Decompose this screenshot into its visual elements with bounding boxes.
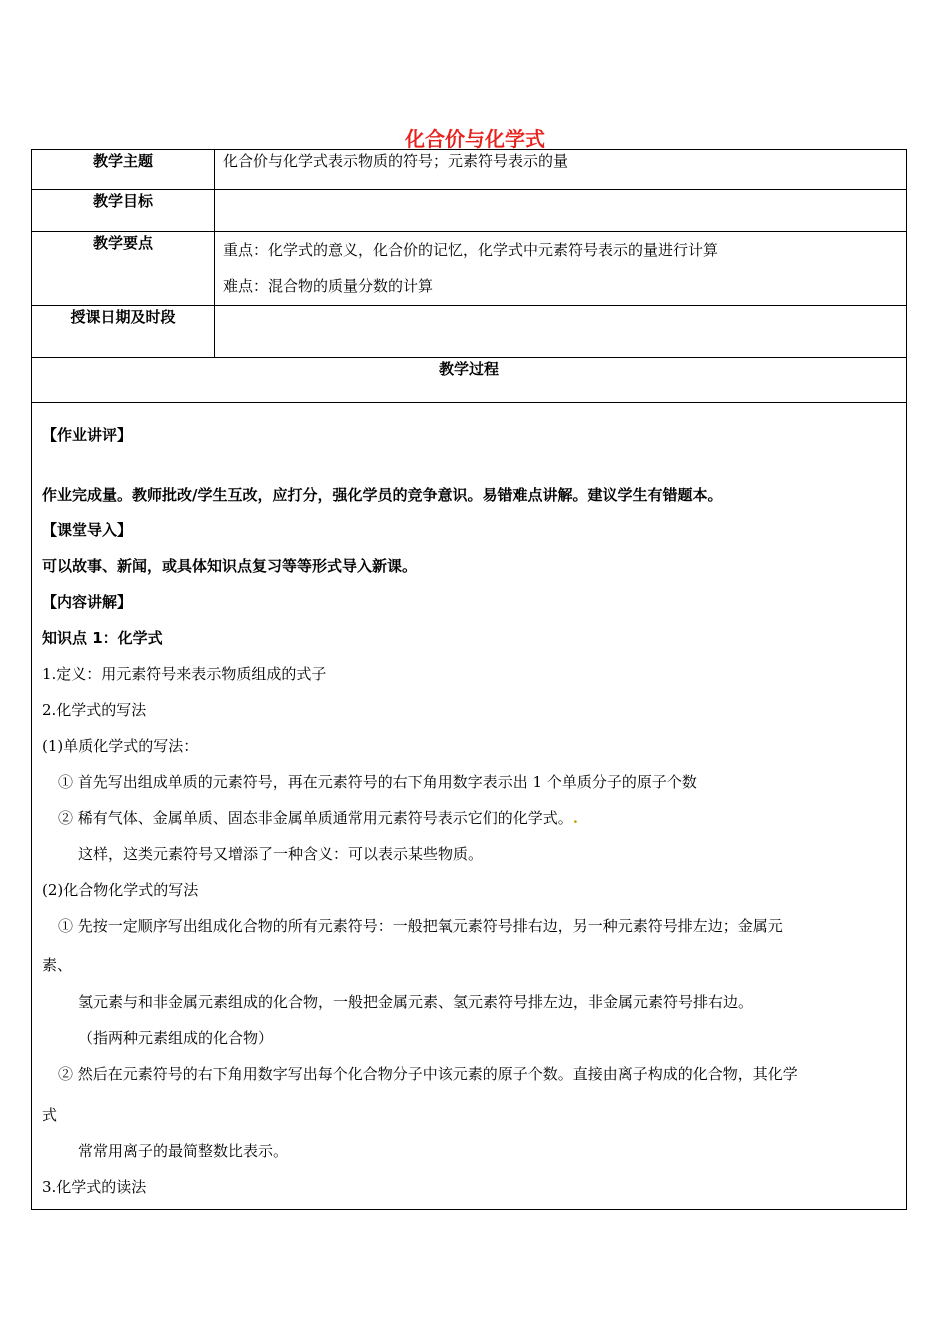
compound-rule-2-wrap: 式 xyxy=(42,1106,58,1124)
row-topic xyxy=(32,150,907,190)
row-date xyxy=(32,306,907,358)
key-point-focus: 重点：化学式的意义，化合价的记忆，化学式中元素符号表示的量进行计算 xyxy=(223,241,719,259)
section-intro-heading: 【课堂导入】 xyxy=(42,521,133,539)
marker-dot: . xyxy=(572,809,579,827)
row-goal xyxy=(32,190,907,232)
element-formula-heading: (1)单质化学式的写法： xyxy=(42,737,199,755)
element-rule-1: ① 首先写出组成单质的元素符号，再在元素符号的右下角用数字表示出 1 个单质分子的原子个数 xyxy=(58,773,697,791)
writing-method-line: 2.化学式的写法 xyxy=(42,701,147,719)
element-rule-2-text: ② 稀有气体、金属单质、固态非金属单质通常用元素符号表示它们的化学式。 xyxy=(58,809,573,827)
date-value xyxy=(215,306,907,358)
compound-rule-1-cont: 氢元素与和非金属元素组成的化合物，一般把金属元素、氢元素符号排左边，非金属元素符号排右边。 xyxy=(78,993,754,1011)
compound-formula-heading: (2)化合物化学式的写法 xyxy=(42,881,199,899)
element-rule-2 xyxy=(58,807,896,828)
row-key-points xyxy=(32,232,907,306)
reading-method-line: 3.化学式的读法 xyxy=(42,1178,147,1196)
element-rule-note: 这样，这类元素符号又增添了一种含义：可以表示某些物质。 xyxy=(78,845,484,863)
compound-rule-2-cont: 常常用离子的最简整数比表示。 xyxy=(78,1142,289,1160)
process-header: 教学过程 xyxy=(32,358,907,403)
compound-rule-1: ① 先按一定顺序写出组成化合物的所有元素符号：一般把氧元素符号排右边，另一种元素符号排左边；金属元 xyxy=(58,917,783,935)
topic-label: 教学主题 xyxy=(32,150,215,190)
key-points-value xyxy=(215,232,907,306)
goal-label: 教学目标 xyxy=(32,190,215,232)
section-content-heading: 【内容讲解】 xyxy=(42,593,133,611)
date-label: 授课日期及时段 xyxy=(32,306,215,358)
row-process-header xyxy=(32,358,907,403)
compound-rule-1-wrap: 素、 xyxy=(42,956,73,974)
compound-rule-1-note: （指两种元素组成的化合物） xyxy=(78,1029,274,1047)
key-points-label: 教学要点 xyxy=(32,232,215,306)
knowledge-point-1: 知识点 1：化学式 xyxy=(42,629,163,647)
lesson-info-table xyxy=(31,149,907,403)
document-title: 化合价与化学式 xyxy=(405,127,545,151)
definition-line: 1.定义：用元素符号来表示物质组成的式子 xyxy=(42,665,327,683)
homework-text: 作业完成量。教师批改/学生互改，应打分，强化学员的竞争意识。易错难点讲解。建议学生有错题本。 xyxy=(42,486,723,504)
teaching-process-body xyxy=(31,402,907,1210)
compound-rule-2: ② 然后在元素符号的右下角用数字写出每个化合物分子中该元素的原子个数。直接由离子构成的化合物，其化学 xyxy=(58,1065,798,1083)
goal-value xyxy=(215,190,907,232)
key-point-difficulty: 难点：混合物的质量分数的计算 xyxy=(223,277,434,295)
topic-value: 化合价与化学式表示物质的符号；元素符号表示的量 xyxy=(215,150,907,190)
section-homework-heading: 【作业讲评】 xyxy=(42,426,133,444)
intro-text: 可以故事、新闻，或具体知识点复习等等形式导入新课。 xyxy=(42,557,418,575)
